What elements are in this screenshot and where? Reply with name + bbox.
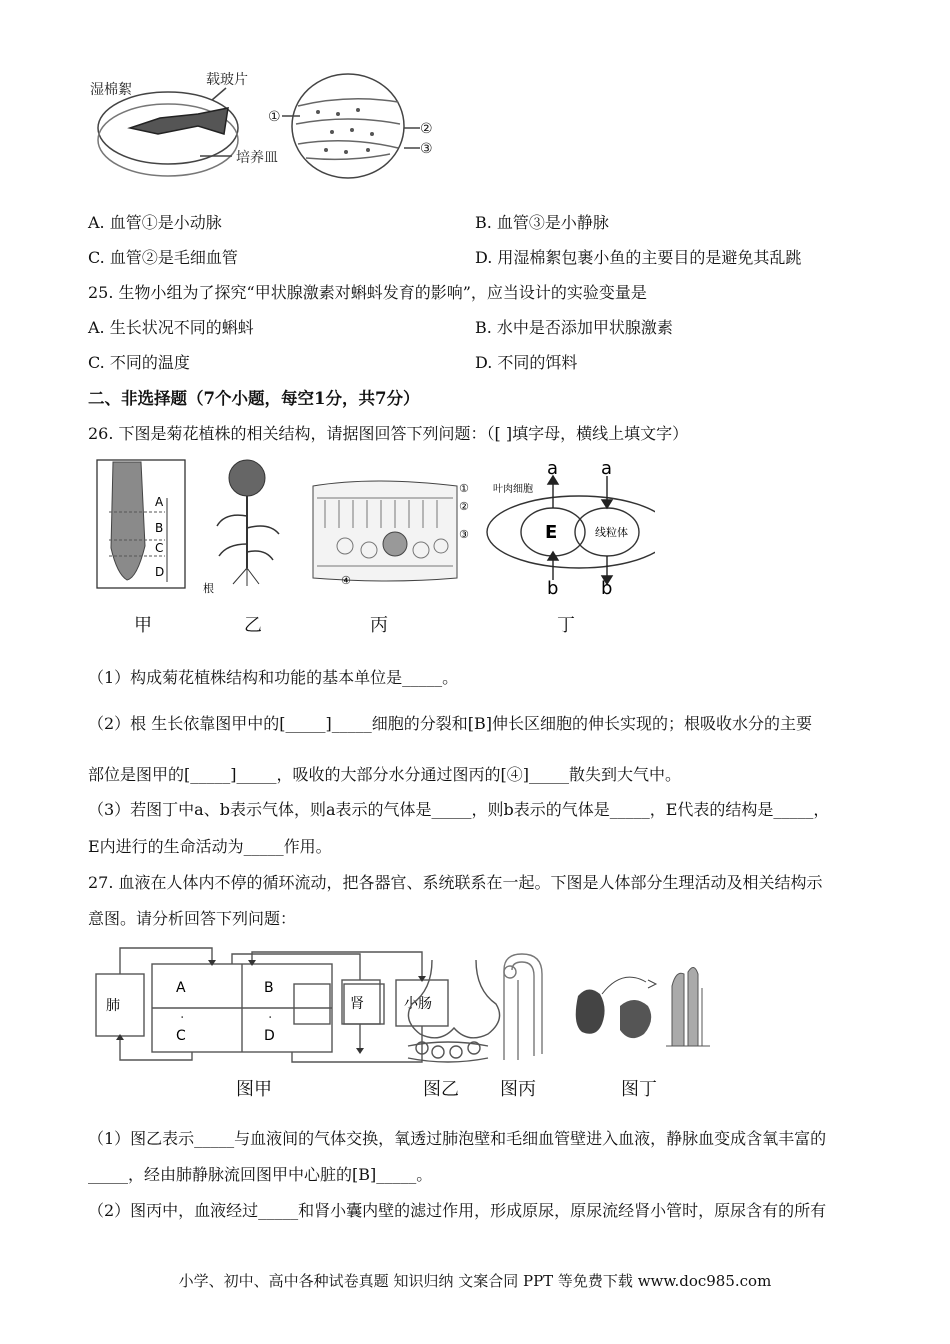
heart-chamber-d: D [264, 1028, 275, 1044]
heart-chamber-b: B [264, 980, 274, 996]
mesophyll-cell-label: 叶肉细胞 [493, 484, 533, 495]
circulation-figure [92, 940, 722, 1070]
root-letter-d: D [155, 565, 165, 579]
q27-subquestion-2a: （2）图丙中，血液经过_____和肾小囊内壁的滤过作用，形成原尿，原尿流经肾小管时，原尿含有的所有 [88, 1201, 827, 1220]
q26-subquestion-3a: （3）若图丁中a、b表示气体，则a表示的气体是_____，则b表示的气体是_____，E代表的结构是_____， [88, 800, 830, 819]
q27-caption-ding: 图丁 [621, 1079, 657, 1100]
q25-option-b: B. 水中是否添加甲状腺激素 [475, 318, 673, 337]
heart-chamber-c: C [176, 1028, 186, 1044]
q24-option-a: A. 血管①是小动脉 [88, 213, 222, 232]
organ-lung: 肺 [106, 998, 120, 1014]
q26-caption-ding: 丁 [557, 615, 575, 636]
root-letter-a: A [155, 495, 164, 509]
mitochondrion-label: 线粒体 [595, 526, 628, 539]
leaf-marker-3: ③ [459, 528, 469, 541]
page-footer: 小学、初中、高中各种试卷真题 知识归纳 文案合同 PPT 等免费下载 www.doc985.com [178, 1272, 772, 1290]
gas-b-left: b [547, 578, 559, 596]
section-title: 二、非选择题（7个小题，每空1分，共7分） [88, 389, 420, 408]
magnified-view [292, 74, 404, 178]
gas-a-left: a [547, 458, 559, 479]
organelle-e: E [545, 522, 558, 543]
root-tip-diagram [97, 460, 185, 588]
root-label: 根 [203, 582, 214, 595]
q27-caption-yi: 图乙 [423, 1079, 459, 1100]
q27-caption-bing: 图丙 [500, 1079, 536, 1100]
q26-subquestion-2a: （2）根 生长依靠图甲中的[_____]_____细胞的分裂和[B]伸长区细胞的伸长实现的；根吸收水分的主要 [88, 714, 812, 733]
q25-option-a: A. 生长状况不同的蝌蚪 [88, 318, 254, 337]
q27-caption-jia: 图甲 [236, 1079, 272, 1100]
leaf-section-diagram [313, 481, 469, 587]
leaf-marker-2: ② [459, 500, 469, 513]
q25-option-d: D. 不同的饵料 [475, 353, 578, 372]
nephron-diagram [504, 954, 542, 1060]
q26-subquestion-2b: 部位是图甲的[_____]_____，吸收的大部分水分通过图丙的[④]_____散失到大气中。 [88, 765, 681, 784]
intestine-diagram [576, 967, 710, 1046]
marker-1: ① [268, 109, 281, 125]
chrysanthemum-figure [95, 456, 655, 596]
label-dish: 培养皿 [236, 150, 278, 166]
organ-intestine: 小肠 [404, 996, 432, 1012]
q26-subquestion-1: （1）构成菊花植株结构和功能的基本单位是_____。 [88, 668, 459, 687]
q26-caption-yi: 乙 [244, 615, 262, 636]
organ-kidney: 肾 [350, 996, 364, 1012]
root-letter-b: B [155, 521, 164, 535]
q27-subquestion-1a: （1）图乙表示_____与血液间的气体交换，氧透过肺泡壁和毛细血管壁进入血液，静脉血变成含氧丰富的 [88, 1129, 827, 1148]
svg-text:·: · [268, 1010, 273, 1026]
q26-caption-jia: 甲 [134, 615, 152, 636]
cell-gas-diagram [487, 458, 655, 596]
leaf-marker-1: ① [459, 482, 469, 495]
q25-stem: 25. 生物小组为了探究“甲状腺激素对蝌蚪发育的影响”，应当设计的实验变量是 [88, 283, 647, 302]
q27-stem-b: 意图。请分析回答下列问题： [88, 909, 297, 928]
q26-stem: 26. 下图是菊花植株的相关结构，请据图回答下列问题：（[ ]填字母，横线上填文字） [88, 424, 689, 443]
marker-3: ③ [420, 141, 433, 157]
gas-a-right: a [601, 458, 613, 479]
leaf-marker-4: ④ [341, 574, 351, 587]
marker-2: ② [420, 121, 433, 137]
root-letter-c: C [155, 541, 164, 555]
q26-caption-bing: 丙 [370, 615, 388, 636]
heart-chamber-a: A [176, 980, 186, 996]
q24-option-d: D. 用湿棉絮包裹小鱼的主要目的是避免其乱跳 [475, 248, 802, 267]
q24-option-c: C. 血管②是毛细血管 [88, 248, 238, 267]
svg-text:·: · [180, 1010, 185, 1026]
q27-stem-a: 27. 血液在人体内不停的循环流动，把各器官、系统联系在一起。下图是人体部分生理活动及相关结构示 [88, 873, 823, 892]
label-slide: 载玻片 [206, 72, 248, 88]
fish-blood-flow-figure [86, 66, 446, 186]
plant-diagram [203, 460, 279, 595]
q27-subquestion-1b: _____，经由肺静脉流回图甲中心脏的[B]_____。 [88, 1165, 433, 1184]
q24-option-b: B. 血管③是小静脉 [475, 213, 609, 232]
circulation-diagram [96, 948, 448, 1062]
q26-subquestion-3b: E内进行的生命活动为_____作用。 [88, 837, 332, 856]
label-cotton: 湿棉絮 [90, 82, 132, 98]
q25-option-c: C. 不同的温度 [88, 353, 190, 372]
fish [130, 108, 228, 134]
gas-b-right: b [601, 578, 613, 596]
